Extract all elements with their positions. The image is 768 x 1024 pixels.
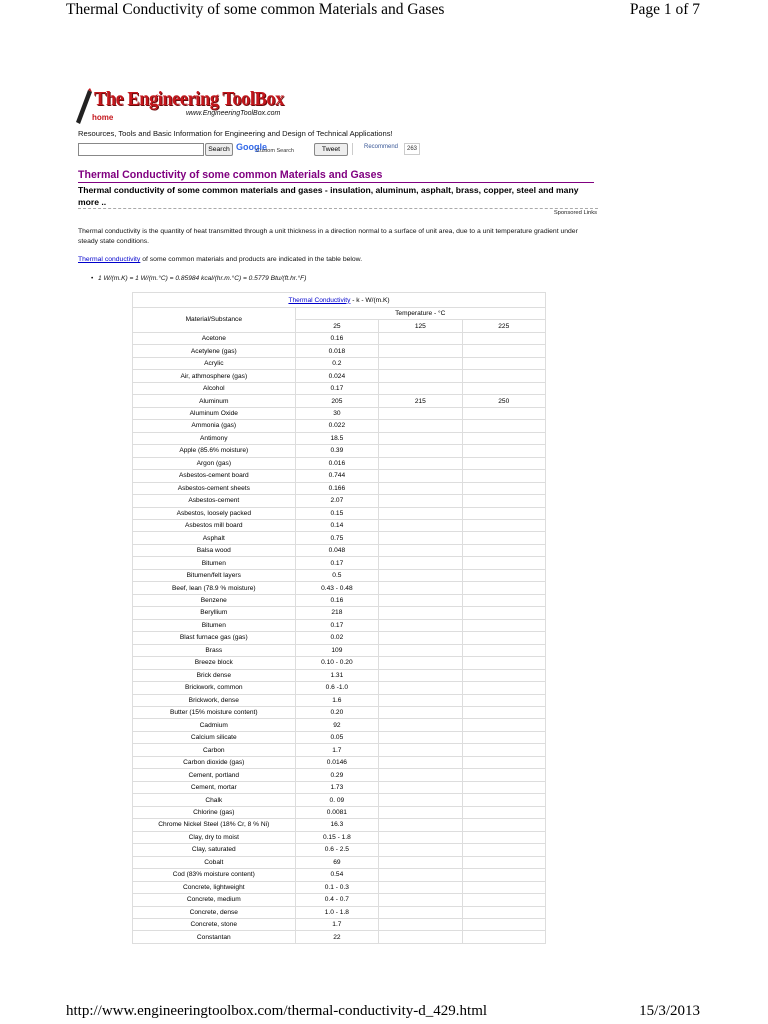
divider [352, 143, 353, 155]
material-cell: Acrylic [133, 357, 296, 369]
value-cell [379, 482, 462, 494]
value-cell [462, 682, 545, 694]
material-cell: Aluminum [133, 395, 296, 407]
value-cell [379, 594, 462, 606]
value-cell [379, 619, 462, 631]
value-cell [379, 744, 462, 756]
table-row [133, 519, 546, 531]
value-cell: 218 [295, 607, 379, 619]
value-cell [462, 495, 545, 507]
table-row [133, 881, 546, 893]
table-row [133, 495, 546, 507]
material-cell: Beryllium [133, 607, 296, 619]
table-row [133, 819, 546, 831]
material-cell: Bitumen [133, 557, 296, 569]
value-cell [462, 669, 545, 681]
recommend-count: 263 [404, 143, 420, 155]
intro-paragraph: Thermal conductivity is the quantity of heat transmitted through a unit thickness in a direction normal to a surface of unit area, due to a unit temperature gradient under steady state conditions. [78, 228, 578, 245]
value-cell [462, 731, 545, 743]
value-cell: 0.20 [295, 707, 379, 719]
page-number: Page 1 of 7 [629, 1, 700, 18]
tweet-button[interactable]: Tweet [314, 143, 348, 156]
value-cell: 1.7 [295, 744, 379, 756]
logo-text: The Engineering ToolBox [94, 88, 284, 110]
value-cell [379, 669, 462, 681]
divider [78, 208, 598, 209]
table-row [133, 345, 546, 357]
article-subtitle: Thermal conductivity of some common materials and gases - insulation, aluminum, asphalt, brass, copper, steel and many more .. [78, 185, 579, 207]
logo-url: www.EngineeringToolBox.com [186, 110, 281, 117]
tagline: Resources, Tools and Basic Information for Engineering and Design of Technical Applications! [78, 129, 393, 138]
value-cell [379, 582, 462, 594]
material-cell: Concrete, medium [133, 894, 296, 906]
conversion-text: 1 W/(m.K) = 1 W/(m.°C) = 0.85984 kcal/(hr.m.°C) = 0.5779 Btu/(ft.hr.°F) [98, 275, 307, 282]
table-row [133, 619, 546, 631]
value-cell: 0.10 - 0.20 [295, 657, 379, 669]
value-cell [462, 844, 545, 856]
material-cell: Asbestos-cement [133, 495, 296, 507]
value-cell [379, 657, 462, 669]
column-header-temperature: Temperature - °C [295, 308, 545, 320]
search-input[interactable] [78, 143, 204, 156]
material-cell: Cement, mortar [133, 781, 296, 793]
value-cell: 0.02 [295, 632, 379, 644]
value-cell: 0.75 [295, 532, 379, 544]
value-cell: 30 [295, 407, 379, 419]
value-cell: 0. 09 [295, 794, 379, 806]
value-cell: 1.0 - 1.8 [295, 906, 379, 918]
value-cell [462, 756, 545, 768]
value-cell [462, 769, 545, 781]
sponsored-links-label: Sponsored Links [553, 210, 597, 216]
value-cell: 0.0081 [295, 806, 379, 818]
material-cell: Acetone [133, 332, 296, 344]
value-cell [462, 607, 545, 619]
value-cell [379, 407, 462, 419]
value-cell [379, 831, 462, 843]
material-cell: Butter (15% moisture content) [133, 707, 296, 719]
value-cell [379, 357, 462, 369]
value-cell [379, 781, 462, 793]
table-row [133, 457, 546, 469]
table-caption-text: - k - W/(m.K) [350, 296, 390, 304]
pencil-icon [74, 88, 94, 124]
material-cell: Concrete, lightweight [133, 881, 296, 893]
value-cell [462, 544, 545, 556]
material-cell: Concrete, stone [133, 918, 296, 930]
value-cell: 0.1 - 0.3 [295, 881, 379, 893]
value-cell [462, 806, 545, 818]
table-row [133, 432, 546, 444]
table-row [133, 906, 546, 918]
value-cell: 0.016 [295, 457, 379, 469]
value-cell [462, 869, 545, 881]
material-cell: Bitumen [133, 619, 296, 631]
value-cell [462, 507, 545, 519]
value-cell [379, 519, 462, 531]
value-cell [462, 357, 545, 369]
value-cell [462, 781, 545, 793]
value-cell: 0.2 [295, 357, 379, 369]
material-cell: Air, athmosphere (gas) [133, 370, 296, 382]
value-cell [379, 457, 462, 469]
table-body [133, 332, 546, 943]
table-row [133, 607, 546, 619]
value-cell [462, 831, 545, 843]
table-row [133, 382, 546, 394]
intro-sentence [78, 256, 362, 263]
value-cell: 1.73 [295, 781, 379, 793]
value-cell [379, 707, 462, 719]
material-cell: Asbestos-cement sheets [133, 482, 296, 494]
value-cell [379, 569, 462, 581]
temp-header: 125 [379, 320, 462, 332]
value-cell: 0.17 [295, 382, 379, 394]
material-cell: Breeze block [133, 657, 296, 669]
table-row [133, 707, 546, 719]
material-cell: Blast furnace gas (gas) [133, 632, 296, 644]
table-row [133, 332, 546, 344]
value-cell [379, 682, 462, 694]
material-cell: Brass [133, 644, 296, 656]
value-cell: 0.6 - 2.5 [295, 844, 379, 856]
value-cell [462, 694, 545, 706]
value-cell [462, 881, 545, 893]
value-cell: 0.05 [295, 731, 379, 743]
value-cell [379, 532, 462, 544]
material-cell: Apple (85.6% moisture) [133, 445, 296, 457]
material-cell: Alcohol [133, 382, 296, 394]
table-row [133, 357, 546, 369]
value-cell [462, 906, 545, 918]
value-cell [379, 632, 462, 644]
value-cell: 0.022 [295, 420, 379, 432]
value-cell [379, 806, 462, 818]
value-cell: 0.744 [295, 470, 379, 482]
material-cell: Carbon [133, 744, 296, 756]
value-cell: 2.07 [295, 495, 379, 507]
material-cell: Cobalt [133, 856, 296, 868]
value-cell [462, 931, 545, 943]
value-cell: 92 [295, 719, 379, 731]
table-row [133, 781, 546, 793]
value-cell [462, 569, 545, 581]
table-row [133, 395, 546, 407]
value-cell [462, 719, 545, 731]
value-cell [462, 470, 545, 482]
value-cell [462, 519, 545, 531]
value-cell [462, 582, 545, 594]
value-cell: 0.39 [295, 445, 379, 457]
value-cell: 0.6 -1.0 [295, 682, 379, 694]
value-cell [462, 619, 545, 631]
material-cell: Constantan [133, 931, 296, 943]
value-cell: 22 [295, 931, 379, 943]
material-cell: Asphalt [133, 532, 296, 544]
table-row [133, 532, 546, 544]
value-cell [379, 332, 462, 344]
material-cell: Acetylene (gas) [133, 345, 296, 357]
table-row [133, 544, 546, 556]
page-header-title: Thermal Conductivity of some common Materials and Gases [66, 1, 445, 18]
value-cell [462, 794, 545, 806]
temp-header: 225 [462, 320, 545, 332]
value-cell: 0.024 [295, 370, 379, 382]
value-cell [462, 744, 545, 756]
value-cell: 0.16 [295, 332, 379, 344]
table-row [133, 744, 546, 756]
material-cell: Clay, saturated [133, 844, 296, 856]
table-row [133, 569, 546, 581]
material-cell: Concrete, dense [133, 906, 296, 918]
google-text: Google [236, 142, 267, 152]
page-header [0, 0, 768, 26]
material-cell: Asbestos mill board [133, 519, 296, 531]
table-row [133, 769, 546, 781]
material-cell: Cement, portland [133, 769, 296, 781]
value-cell [462, 594, 545, 606]
table-row [133, 794, 546, 806]
table-row [133, 918, 546, 930]
table-row [133, 407, 546, 419]
value-cell: 0.16 [295, 594, 379, 606]
temp-header: 25 [295, 320, 379, 332]
material-cell: Benzene [133, 594, 296, 606]
value-cell [462, 557, 545, 569]
value-cell [379, 769, 462, 781]
column-header-material: Material/Substance [133, 308, 296, 333]
table-row [133, 869, 546, 881]
material-cell: Brickwork, dense [133, 694, 296, 706]
material-cell: Chrome Nickel Steel (18% Cr, 8 % Ni) [133, 819, 296, 831]
value-cell [379, 432, 462, 444]
value-cell [462, 432, 545, 444]
page-footer-url: http://www.engineeringtoolbox.com/thermal-conductivity-d_429.html [66, 1003, 488, 1019]
material-cell: Brick dense [133, 669, 296, 681]
table-row [133, 632, 546, 644]
table-row [133, 731, 546, 743]
table-row [133, 669, 546, 681]
intro-sentence-text: of some common materials and products are indicated in the table below. [140, 256, 363, 263]
value-cell [462, 657, 545, 669]
value-cell: 250 [462, 395, 545, 407]
value-cell: 0.43 - 0.48 [295, 582, 379, 594]
table-row [133, 694, 546, 706]
value-cell [379, 495, 462, 507]
value-cell: 0.14 [295, 519, 379, 531]
value-cell [462, 819, 545, 831]
value-cell [379, 544, 462, 556]
material-cell: Aluminum Oxide [133, 407, 296, 419]
value-cell [379, 420, 462, 432]
value-cell [379, 644, 462, 656]
material-cell: Antimony [133, 432, 296, 444]
material-cell: Cod (83% moisture content) [133, 869, 296, 881]
value-cell [379, 794, 462, 806]
value-cell [462, 445, 545, 457]
value-cell [462, 707, 545, 719]
value-cell: 0.0146 [295, 756, 379, 768]
value-cell [379, 370, 462, 382]
material-cell: Beef, lean (78.9 % moisture) [133, 582, 296, 594]
value-cell [462, 532, 545, 544]
value-cell [462, 856, 545, 868]
search-button[interactable]: Search [205, 143, 233, 156]
value-cell [462, 407, 545, 419]
table-row [133, 831, 546, 843]
value-cell: 69 [295, 856, 379, 868]
material-cell: Asbestos-cement board [133, 470, 296, 482]
value-cell: 0.048 [295, 544, 379, 556]
table-row [133, 719, 546, 731]
title-underline [78, 182, 594, 183]
table-row [133, 445, 546, 457]
article-title: Thermal Conductivity of some common Materials and Gases [78, 169, 383, 181]
value-cell [462, 894, 545, 906]
conversion-bullet [91, 275, 307, 282]
value-cell [462, 632, 545, 644]
value-cell: 1.6 [295, 694, 379, 706]
value-cell [379, 844, 462, 856]
table-row [133, 756, 546, 768]
material-cell: Chalk [133, 794, 296, 806]
value-cell [462, 482, 545, 494]
table-row [133, 420, 546, 432]
table-row [133, 657, 546, 669]
conductivity-table [132, 292, 546, 944]
thermal-conductivity-link[interactable]: Thermal conductivity [78, 256, 141, 263]
value-cell [462, 457, 545, 469]
table-row [133, 682, 546, 694]
value-cell [379, 869, 462, 881]
custom-search-label: Custom Search [256, 148, 294, 154]
value-cell [379, 918, 462, 930]
value-cell [379, 557, 462, 569]
table-caption [133, 293, 546, 308]
page-footer-date: 15/3/2013 [639, 1003, 700, 1019]
value-cell [379, 719, 462, 731]
material-cell: Calcium silicate [133, 731, 296, 743]
home-link[interactable]: home [92, 113, 114, 122]
table-row [133, 507, 546, 519]
value-cell [462, 382, 545, 394]
table-row [133, 370, 546, 382]
site-logo[interactable] [74, 88, 304, 124]
table-row [133, 844, 546, 856]
material-cell: Ammonia (gas) [133, 420, 296, 432]
value-cell: 1.31 [295, 669, 379, 681]
value-cell: 205 [295, 395, 379, 407]
table-row [133, 931, 546, 943]
value-cell: 0.018 [295, 345, 379, 357]
value-cell: 16.3 [295, 819, 379, 831]
table-row [133, 582, 546, 594]
value-cell: 0.54 [295, 869, 379, 881]
table-row [133, 856, 546, 868]
value-cell: 0.4 - 0.7 [295, 894, 379, 906]
value-cell [379, 445, 462, 457]
value-cell [462, 918, 545, 930]
value-cell: 0.15 [295, 507, 379, 519]
value-cell [379, 694, 462, 706]
material-cell: Chlorine (gas) [133, 806, 296, 818]
table-row [133, 806, 546, 818]
material-cell: Argon (gas) [133, 457, 296, 469]
table-row [133, 470, 546, 482]
material-cell: Brickwork, common [133, 682, 296, 694]
value-cell [462, 370, 545, 382]
value-cell [462, 420, 545, 432]
value-cell [379, 856, 462, 868]
table-row [133, 557, 546, 569]
value-cell [462, 332, 545, 344]
value-cell: 0.166 [295, 482, 379, 494]
value-cell [379, 756, 462, 768]
table-row [133, 482, 546, 494]
value-cell: 1.7 [295, 918, 379, 930]
value-cell [379, 470, 462, 482]
material-cell: Carbon dioxide (gas) [133, 756, 296, 768]
recommend-button[interactable]: Recommend [364, 144, 399, 150]
table-caption-link[interactable]: Thermal Conductivity [288, 296, 351, 304]
value-cell [379, 382, 462, 394]
value-cell [379, 819, 462, 831]
value-cell: 0.29 [295, 769, 379, 781]
value-cell [379, 731, 462, 743]
bullet-icon: • [91, 275, 94, 282]
value-cell [379, 894, 462, 906]
table-row [133, 894, 546, 906]
table-row [133, 594, 546, 606]
value-cell [379, 906, 462, 918]
value-cell [379, 507, 462, 519]
value-cell [379, 931, 462, 943]
search-bar [78, 143, 438, 157]
material-cell: Clay, dry to moist [133, 831, 296, 843]
material-cell: Asbestos, loosely packed [133, 507, 296, 519]
value-cell: 0.15 - 1.8 [295, 831, 379, 843]
value-cell: 215 [379, 395, 462, 407]
value-cell: 0.17 [295, 619, 379, 631]
value-cell: 0.17 [295, 557, 379, 569]
value-cell [379, 345, 462, 357]
material-cell: Cadmium [133, 719, 296, 731]
table-row [133, 644, 546, 656]
value-cell: 0.5 [295, 569, 379, 581]
value-cell: 18.5 [295, 432, 379, 444]
value-cell [379, 881, 462, 893]
material-cell: Balsa wood [133, 544, 296, 556]
value-cell [462, 644, 545, 656]
value-cell [379, 607, 462, 619]
value-cell: 109 [295, 644, 379, 656]
value-cell [462, 345, 545, 357]
material-cell: Bitumen/felt layers [133, 569, 296, 581]
